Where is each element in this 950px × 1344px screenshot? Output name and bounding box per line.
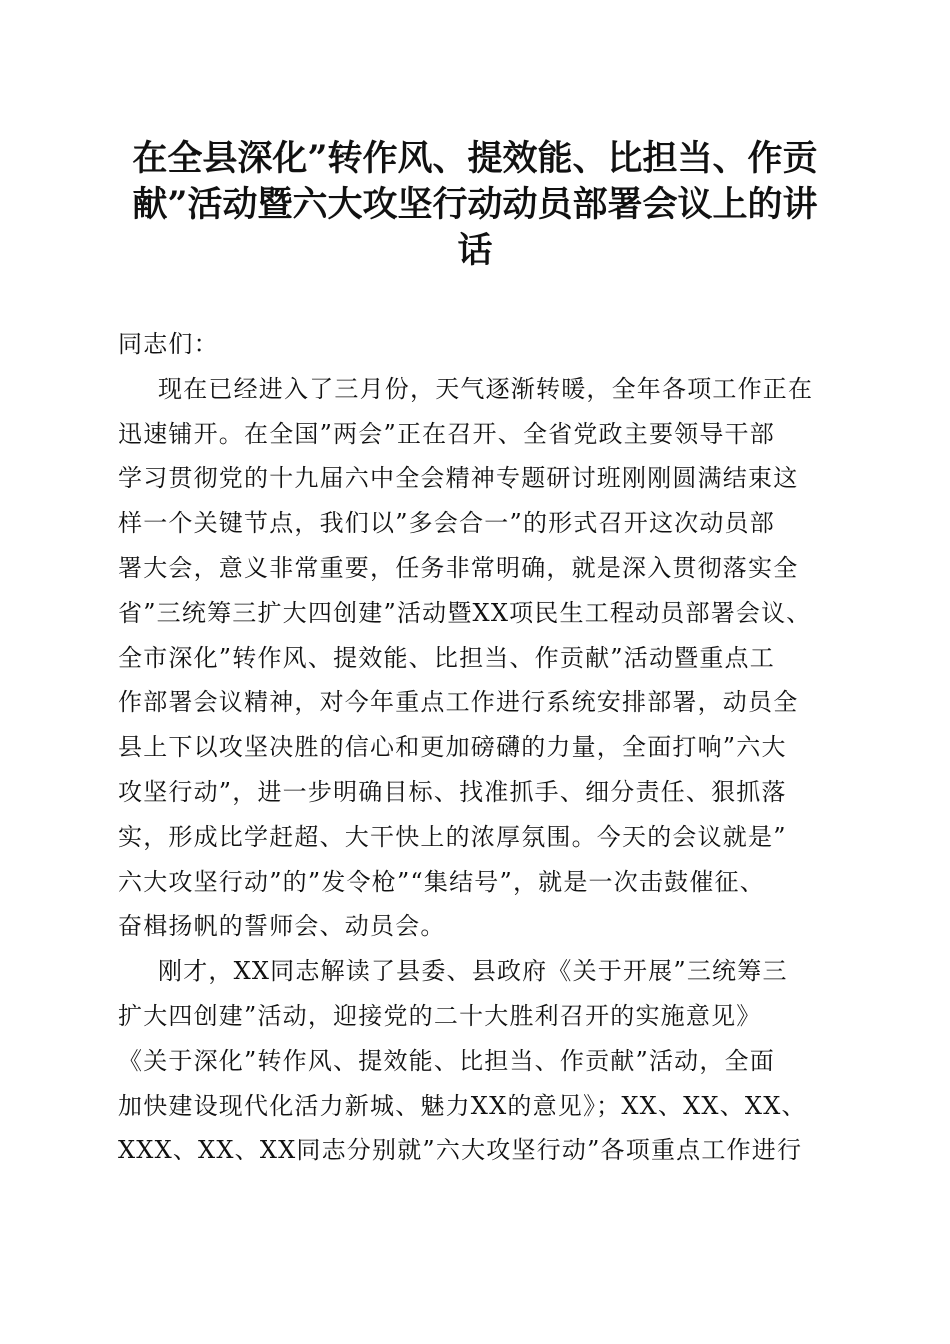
title-line: 在全县深化”转作风、提效能、比担当、作贡 — [132, 138, 818, 179]
text-line: 省”三统筹三扩大四创建”活动暨XX项民生工程动员部署会议、 — [118, 598, 812, 627]
text-line: 扩大四创建”活动，迎接党的二十大胜利召开的实施意见》 — [118, 1001, 762, 1030]
text-line: 攻坚行动”，进一步明确目标、找准抓手、细分责任、狠抓落 — [118, 777, 787, 806]
salutation: 同志们： — [118, 330, 219, 358]
text-line: 作部署会议精神，对今年重点工作进行系统安排部署，动员全 — [118, 688, 799, 717]
text-line: 样一个关键节点，我们以”多会合一”的形式召开这次动员部 — [118, 509, 775, 538]
text-line: 刚才，XX同志解读了县委、县政府《关于开展”三统筹三 — [158, 957, 788, 986]
paragraph-2 — [118, 949, 858, 1173]
text-line: 署大会，意义非常重要，任务非常明确，就是深入贯彻落实全 — [118, 553, 799, 582]
title-line: 话 — [457, 230, 493, 271]
document-title — [112, 136, 838, 274]
document-body — [118, 322, 858, 1173]
text-line: 实，形成比学赶超、大干快上的浓厚氛围。今天的会议就是” — [118, 822, 787, 851]
paragraph-1 — [118, 367, 858, 949]
text-line: 学习贯彻党的十九届六中全会精神专题研讨班刚刚圆满结束这 — [118, 464, 799, 493]
text-line: 迅速铺开。在全国”两会”正在召开、全省党政主要领导干部 — [118, 419, 775, 448]
text-line: 全市深化”转作风、提效能、比担当、作贡献”活动暨重点工 — [118, 643, 775, 672]
text-line: 《关于深化”转作风、提效能、比担当、作贡献”活动，全面 — [118, 1046, 775, 1075]
text-line: 现在已经进入了三月份，天气逐渐转暖，全年各项工作正在 — [158, 374, 814, 403]
text-line: 县上下以攻坚决胜的信心和更加磅礴的力量，全面打响”六大 — [118, 733, 787, 762]
text-line: 六大攻坚行动”的”发令枪”“集结号”，就是一次击鼓催征、 — [118, 867, 765, 896]
text-line: 加快建设现代化活力新城、魅力XX的意见》；XX、XX、XX、 — [118, 1091, 807, 1120]
title-line: 献”活动暨六大攻坚行动动员部署会议上的讲 — [132, 184, 818, 225]
text-line: 奋楫扬帆的誓师会、动员会。 — [118, 912, 446, 941]
text-line: XXX、XX、XX同志分别就”六大攻坚行动”各项重点工作进行 — [118, 1136, 803, 1165]
